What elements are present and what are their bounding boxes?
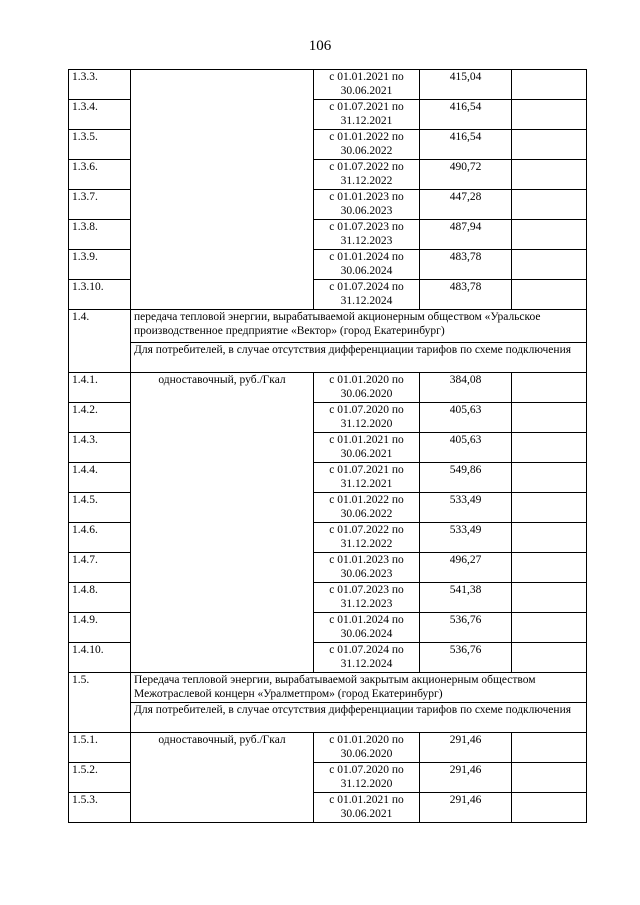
row-number: 1.3.9. [69,250,131,280]
period-to: 31.12.2022 [340,175,393,187]
tariff-table-body [69,70,587,823]
empty-cell [512,250,587,280]
period-to: 31.12.2021 [340,478,393,490]
empty-cell [512,403,587,433]
empty-cell [512,733,587,763]
tariff-value: 549,86 [420,463,512,493]
row-number: 1.3.6. [69,160,131,190]
period-cell [314,523,420,553]
empty-cell [512,130,587,160]
period-from: с 01.07.2021 по [329,464,404,476]
row-number: 1.4.10. [69,643,131,673]
period-from: с 01.01.2021 по [329,71,404,83]
empty-cell [512,70,587,100]
tariff-kind: одноставочный, руб./Гкал [131,373,314,673]
tariff-value: 483,78 [420,250,512,280]
tariff-value: 291,46 [420,793,512,823]
row-number: 1.4.9. [69,613,131,643]
tariff-kind [131,70,314,310]
empty-cell [512,373,587,403]
period-to: 30.06.2021 [340,808,393,820]
tariff-value: 291,46 [420,763,512,793]
period-cell [314,733,420,763]
section-title: передача тепловой энергии, вырабатываемой акционерным обществом «Уральское производственное предприятие «Вектор» (город Екатеринбург) [131,310,587,343]
tariff-value: 447,28 [420,190,512,220]
row-number: 1.3.8. [69,220,131,250]
empty-cell [512,793,587,823]
period-cell [314,190,420,220]
tariff-table [68,69,587,823]
period-to: 30.06.2022 [340,145,393,157]
period-from: с 01.07.2020 по [329,404,404,416]
section-header-row [69,673,587,703]
period-from: с 01.01.2024 по [329,251,404,263]
empty-cell [512,763,587,793]
period-from: с 01.01.2021 по [329,434,404,446]
period-cell [314,403,420,433]
section-header-row [69,310,587,343]
empty-cell [512,100,587,130]
row-number: 1.4.2. [69,403,131,433]
empty-cell [512,220,587,250]
section-number: 1.4. [69,310,131,373]
period-cell [314,250,420,280]
period-from: с 01.07.2020 по [329,764,404,776]
period-to: 31.12.2022 [340,538,393,550]
empty-cell [512,613,587,643]
period-to: 31.12.2023 [340,598,393,610]
row-number: 1.4.6. [69,523,131,553]
empty-cell [512,190,587,220]
empty-cell [512,523,587,553]
row-number: 1.4.1. [69,373,131,403]
tariff-value: 416,54 [420,130,512,160]
period-to: 31.12.2020 [340,418,393,430]
row-number: 1.3.7. [69,190,131,220]
tariff-value: 536,76 [420,643,512,673]
consumer-group: Для потребителей, в случае отсутствия дифференциации тарифов по схеме подключения [131,703,587,733]
row-number: 1.4.4. [69,463,131,493]
table-row [69,733,587,763]
empty-cell [512,433,587,463]
period-from: с 01.01.2020 по [329,374,404,386]
row-number: 1.4.8. [69,583,131,613]
tariff-value: 405,63 [420,433,512,463]
tariff-value: 415,04 [420,70,512,100]
tariff-value: 536,76 [420,613,512,643]
period-to: 31.12.2024 [340,658,393,670]
row-number: 1.3.10. [69,280,131,310]
period-from: с 01.01.2020 по [329,734,404,746]
row-number: 1.5.1. [69,733,131,763]
tariff-value: 405,63 [420,403,512,433]
empty-cell [512,463,587,493]
period-cell [314,493,420,523]
table-row [69,373,587,403]
row-number: 1.4.5. [69,493,131,523]
period-from: с 01.01.2022 по [329,131,404,143]
empty-cell [512,160,587,190]
row-number: 1.3.3. [69,70,131,100]
period-to: 31.12.2020 [340,778,393,790]
tariff-value: 490,72 [420,160,512,190]
tariff-kind: одноставочный, руб./Гкал [131,733,314,823]
period-to: 30.06.2024 [340,265,393,277]
section-title: Передача тепловой энергии, вырабатываемой закрытым акционерным обществом Межотраслевой концерн «Уралметпром» (город Екатеринбург) [131,673,587,703]
period-cell [314,160,420,190]
period-cell [314,70,420,100]
tariff-value: 384,08 [420,373,512,403]
period-cell [314,643,420,673]
tariff-value: 533,49 [420,493,512,523]
section-number: 1.5. [69,673,131,733]
period-to: 30.06.2020 [340,748,393,760]
period-from: с 01.07.2024 по [329,644,404,656]
consumer-group-row [69,703,587,733]
period-from: с 01.07.2022 по [329,524,404,536]
tariff-value: 291,46 [420,733,512,763]
tariff-value: 533,49 [420,523,512,553]
period-to: 30.06.2020 [340,388,393,400]
row-number: 1.5.3. [69,793,131,823]
period-from: с 01.07.2024 по [329,281,404,293]
period-cell [314,100,420,130]
consumer-group: Для потребителей, в случае отсутствия дифференциации тарифов по схеме подключения [131,343,587,373]
period-to: 31.12.2021 [340,115,393,127]
row-number: 1.3.5. [69,130,131,160]
row-number: 1.4.7. [69,553,131,583]
period-cell [314,433,420,463]
tariff-value: 487,94 [420,220,512,250]
row-number: 1.4.3. [69,433,131,463]
period-cell [314,130,420,160]
period-to: 31.12.2024 [340,295,393,307]
page-number: 106 [308,38,332,54]
period-from: с 01.07.2022 по [329,161,404,173]
period-from: с 01.01.2023 по [329,554,404,566]
period-to: 30.06.2023 [340,205,393,217]
period-from: с 01.01.2022 по [329,494,404,506]
period-cell [314,613,420,643]
empty-cell [512,493,587,523]
empty-cell [512,643,587,673]
period-to: 30.06.2024 [340,628,393,640]
tariff-value: 541,38 [420,583,512,613]
period-to: 30.06.2021 [340,448,393,460]
table-row [69,70,587,100]
row-number: 1.3.4. [69,100,131,130]
empty-cell [512,280,587,310]
period-to: 30.06.2023 [340,568,393,580]
empty-cell [512,583,587,613]
period-cell [314,583,420,613]
period-from: с 01.01.2021 по [329,794,404,806]
period-cell [314,280,420,310]
consumer-group-row [69,343,587,373]
period-cell [314,793,420,823]
empty-cell [512,553,587,583]
period-cell [314,763,420,793]
tariff-value: 496,27 [420,553,512,583]
period-from: с 01.07.2021 по [329,101,404,113]
period-to: 31.12.2023 [340,235,393,247]
period-cell [314,373,420,403]
period-from: с 01.01.2023 по [329,191,404,203]
period-to: 30.06.2021 [340,85,393,97]
tariff-value: 416,54 [420,100,512,130]
period-cell [314,220,420,250]
tariff-value: 483,78 [420,280,512,310]
period-from: с 01.01.2024 по [329,614,404,626]
period-from: с 01.07.2023 по [329,584,404,596]
row-number: 1.5.2. [69,763,131,793]
period-to: 30.06.2022 [340,508,393,520]
period-cell [314,553,420,583]
period-cell [314,463,420,493]
period-from: с 01.07.2023 по [329,221,404,233]
